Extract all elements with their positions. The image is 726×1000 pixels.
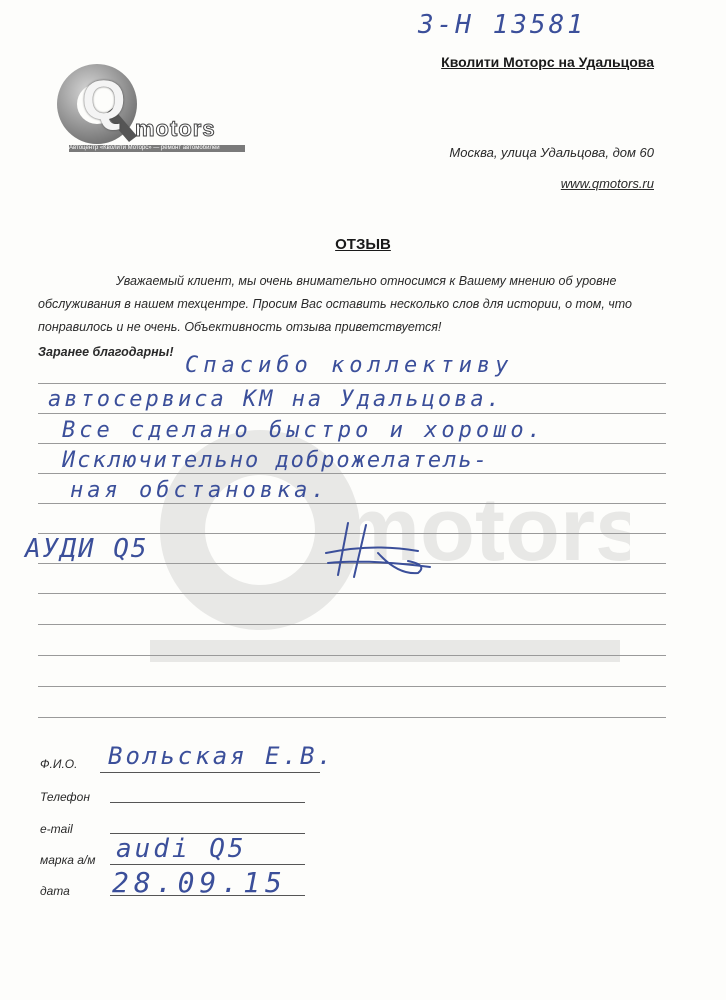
intro-paragraph: Уважаемый клиент, мы очень внимательно относимся к Вашему мнению об уровне обслуживания в нашем техцентре. Просим Вас оставить несколько слов для истории, о том, что понравилось и не очень. Объективность отзыва приветствуется! — [38, 274, 632, 334]
date-field: 28.09.15 — [112, 866, 287, 899]
signature-icon — [318, 515, 438, 585]
ruled-line — [38, 383, 666, 384]
svg-text:motors: motors — [340, 480, 630, 580]
ruled-line — [38, 473, 666, 474]
document-number: 3-H 13581 — [418, 10, 586, 40]
review-line: Все сделано быстро и хорошо. — [62, 418, 545, 443]
car-field-line — [110, 864, 305, 865]
thanks-text: Заранее благодарны! — [38, 345, 174, 359]
date-field-line — [110, 895, 305, 896]
car-label: марка а/м — [40, 853, 96, 867]
ruled-line — [38, 624, 666, 625]
ruled-line — [38, 717, 666, 718]
car-field: audi Q5 — [116, 834, 247, 864]
name-label: Ф.И.О. — [40, 757, 78, 771]
ruled-line — [38, 593, 666, 594]
date-label: дата — [40, 884, 70, 898]
company-website: www.qmotors.ru — [560, 176, 654, 191]
ruled-line — [38, 443, 666, 444]
name-field-line — [100, 772, 320, 773]
logo-word: motors — [135, 116, 216, 141]
qmotors-logo-icon — [55, 62, 245, 158]
company-name: Кволити Моторс на Удальцова — [441, 54, 654, 70]
phone-label: Телефон — [40, 790, 90, 804]
phone-field-line — [110, 802, 305, 803]
review-line: автосервиса КМ на Удальцова. — [48, 387, 503, 412]
logo-tagline: Автоцентр «Кволити Моторс» — ремонт автомобилей — [69, 145, 245, 152]
ruled-line — [38, 503, 666, 504]
ruled-line — [38, 413, 666, 414]
ruled-line — [38, 655, 666, 656]
review-line: ная обстановка. — [70, 478, 329, 503]
review-line: Спасибо коллективу — [185, 353, 514, 378]
company-address: Москва, улица Удальцова, дом 60 — [449, 145, 654, 160]
logo-letter: Q — [82, 68, 126, 131]
review-line: Исключительно доброжелатель- — [62, 448, 489, 473]
email-label: e-mail — [40, 822, 73, 836]
car-note: AУДИ Q5 — [25, 534, 149, 564]
ruled-line — [38, 686, 666, 687]
page-title: ОТЗЫВ — [335, 236, 391, 253]
name-field: Вольская Е.В. — [108, 742, 335, 770]
